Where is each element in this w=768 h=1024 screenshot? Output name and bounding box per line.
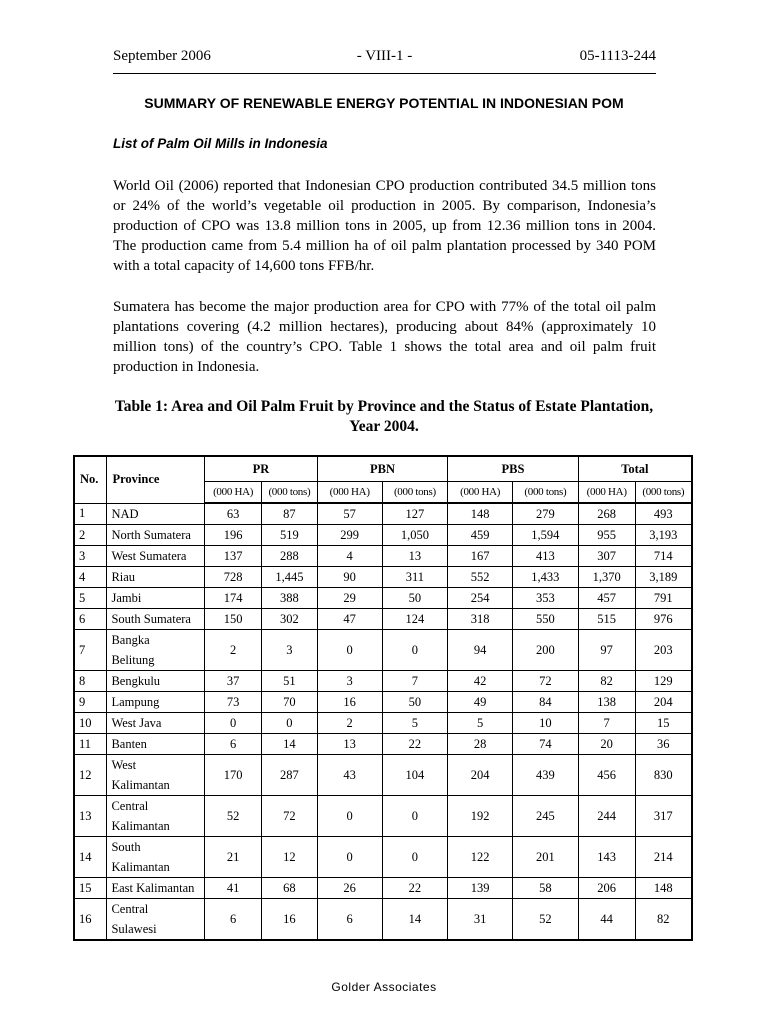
value-cell: 50 bbox=[382, 588, 448, 609]
value-cell: 7 bbox=[382, 671, 448, 692]
table-row bbox=[74, 899, 692, 941]
province-cell bbox=[107, 837, 205, 878]
value-cell: 268 bbox=[578, 503, 635, 525]
value-cell: 0 bbox=[205, 713, 262, 734]
province-cell bbox=[107, 734, 205, 755]
row-number-cell: 9 bbox=[74, 692, 107, 713]
value-cell: 87 bbox=[261, 503, 317, 525]
value-cell: 459 bbox=[448, 525, 513, 546]
province-name-line: Jambi bbox=[111, 591, 142, 605]
table-caption: Table 1: Area and Oil Palm Fruit by Province and the Status of Estate Plantation, Year 2004. bbox=[114, 398, 654, 435]
unit-header: (000 HA) bbox=[317, 482, 382, 504]
value-cell: 74 bbox=[512, 734, 578, 755]
province-name-line: Bangka bbox=[111, 633, 150, 647]
province-cell bbox=[107, 796, 205, 837]
value-cell: 1,433 bbox=[512, 567, 578, 588]
value-cell: 150 bbox=[205, 609, 262, 630]
value-cell: 50 bbox=[382, 692, 448, 713]
value-cell: 44 bbox=[578, 899, 635, 941]
value-cell: 124 bbox=[382, 609, 448, 630]
value-cell: 22 bbox=[382, 734, 448, 755]
unit-header: (000 HA) bbox=[578, 482, 635, 504]
province-name-line: North Sumatera bbox=[111, 528, 191, 542]
value-cell: 353 bbox=[512, 588, 578, 609]
unit-header: (000 tons) bbox=[512, 482, 578, 504]
table-group-header-row bbox=[74, 456, 692, 482]
value-cell: 72 bbox=[261, 796, 317, 837]
table-row bbox=[74, 692, 692, 713]
province-cell bbox=[107, 609, 205, 630]
value-cell: 22 bbox=[382, 878, 448, 899]
value-cell: 791 bbox=[635, 588, 692, 609]
province-name-line: Banten bbox=[111, 737, 147, 751]
value-cell: 20 bbox=[578, 734, 635, 755]
value-cell: 43 bbox=[317, 755, 382, 796]
value-cell: 2 bbox=[205, 630, 262, 671]
value-cell: 97 bbox=[578, 630, 635, 671]
value-cell: 5 bbox=[448, 713, 513, 734]
province-name-line: Kalimantan bbox=[111, 819, 170, 833]
unit-header: (000 tons) bbox=[261, 482, 317, 504]
province-name-line: Riau bbox=[111, 570, 136, 584]
value-cell: 515 bbox=[578, 609, 635, 630]
value-cell: 287 bbox=[261, 755, 317, 796]
value-cell: 0 bbox=[317, 796, 382, 837]
paragraph-world-oil: World Oil (2006) reported that Indonesian CPO production contributed 34.5 million tons or 24% of the world’s vegetable oil production in 2005. By comparison, Indonesia’s production of CPO was 13.8 million tons in 2005, up from 12.36 million tons in 2004. The production came from 5.4 million ha of oil palm plantation processed by 340 POM with a total capacity of 14,600 tons FFB/hr. bbox=[113, 178, 656, 274]
value-cell: 311 bbox=[382, 567, 448, 588]
value-cell: 254 bbox=[448, 588, 513, 609]
value-cell: 0 bbox=[317, 837, 382, 878]
value-cell: 37 bbox=[205, 671, 262, 692]
table-row bbox=[74, 755, 692, 796]
value-cell: 550 bbox=[512, 609, 578, 630]
group-header-pbn: PBN bbox=[317, 456, 447, 482]
header-page-number: - VIII-1 - bbox=[356, 48, 413, 64]
value-cell: 317 bbox=[635, 796, 692, 837]
value-cell: 1,594 bbox=[512, 525, 578, 546]
value-cell: 82 bbox=[578, 671, 635, 692]
province-cell bbox=[107, 671, 205, 692]
province-cell bbox=[107, 630, 205, 671]
value-cell: 16 bbox=[261, 899, 317, 941]
value-cell: 104 bbox=[382, 755, 448, 796]
value-cell: 830 bbox=[635, 755, 692, 796]
value-cell: 1,445 bbox=[261, 567, 317, 588]
value-cell: 82 bbox=[635, 899, 692, 941]
value-cell: 84 bbox=[512, 692, 578, 713]
row-number-cell: 10 bbox=[74, 713, 107, 734]
value-cell: 137 bbox=[205, 546, 262, 567]
row-number-cell: 11 bbox=[74, 734, 107, 755]
value-cell: 1,370 bbox=[578, 567, 635, 588]
value-cell: 148 bbox=[448, 503, 513, 525]
value-cell: 307 bbox=[578, 546, 635, 567]
province-cell bbox=[107, 567, 205, 588]
province-cell bbox=[107, 503, 205, 525]
value-cell: 70 bbox=[261, 692, 317, 713]
value-cell: 6 bbox=[205, 734, 262, 755]
table-row bbox=[74, 503, 692, 525]
value-cell: 388 bbox=[261, 588, 317, 609]
value-cell: 52 bbox=[512, 899, 578, 941]
row-number-cell: 1 bbox=[74, 503, 107, 525]
group-header-total: Total bbox=[578, 456, 692, 482]
value-cell: 302 bbox=[261, 609, 317, 630]
document-title: SUMMARY OF RENEWABLE ENERGY POTENTIAL IN INDONESIAN POM bbox=[144, 95, 624, 111]
value-cell: 203 bbox=[635, 630, 692, 671]
value-cell: 245 bbox=[512, 796, 578, 837]
table-row bbox=[74, 713, 692, 734]
value-cell: 279 bbox=[512, 503, 578, 525]
province-name-line: West bbox=[111, 758, 137, 772]
value-cell: 493 bbox=[635, 503, 692, 525]
value-cell: 6 bbox=[317, 899, 382, 941]
province-name-line: Sulawesi bbox=[111, 922, 157, 936]
table-body bbox=[74, 503, 692, 940]
row-number-cell: 6 bbox=[74, 609, 107, 630]
value-cell: 21 bbox=[205, 837, 262, 878]
value-cell: 13 bbox=[317, 734, 382, 755]
value-cell: 90 bbox=[317, 567, 382, 588]
province-cell bbox=[107, 713, 205, 734]
value-cell: 192 bbox=[448, 796, 513, 837]
value-cell: 457 bbox=[578, 588, 635, 609]
province-name-line: Central bbox=[111, 902, 149, 916]
province-name-line: East Kalimantan bbox=[111, 881, 195, 895]
value-cell: 127 bbox=[382, 503, 448, 525]
value-cell: 714 bbox=[635, 546, 692, 567]
value-cell: 52 bbox=[205, 796, 262, 837]
palm-oil-table bbox=[73, 455, 693, 941]
value-cell: 139 bbox=[448, 878, 513, 899]
value-cell: 0 bbox=[382, 837, 448, 878]
province-name-line: South Sumatera bbox=[111, 612, 191, 626]
value-cell: 318 bbox=[448, 609, 513, 630]
table-row bbox=[74, 734, 692, 755]
value-cell: 0 bbox=[261, 713, 317, 734]
province-cell bbox=[107, 525, 205, 546]
province-name-line: South bbox=[111, 840, 141, 854]
value-cell: 14 bbox=[261, 734, 317, 755]
province-name-line: West Java bbox=[111, 716, 162, 730]
value-cell: 1,050 bbox=[382, 525, 448, 546]
value-cell: 94 bbox=[448, 630, 513, 671]
value-cell: 204 bbox=[448, 755, 513, 796]
table-row bbox=[74, 546, 692, 567]
value-cell: 7 bbox=[578, 713, 635, 734]
value-cell: 3 bbox=[317, 671, 382, 692]
value-cell: 42 bbox=[448, 671, 513, 692]
province-name-line: Central bbox=[111, 799, 149, 813]
province-name-line: NAD bbox=[111, 506, 139, 521]
value-cell: 16 bbox=[317, 692, 382, 713]
row-number-cell: 12 bbox=[74, 755, 107, 796]
page-header bbox=[113, 48, 656, 68]
value-cell: 955 bbox=[578, 525, 635, 546]
province-cell bbox=[107, 899, 205, 941]
province-name-line: Kalimantan bbox=[111, 860, 170, 874]
value-cell: 28 bbox=[448, 734, 513, 755]
row-number-cell: 5 bbox=[74, 588, 107, 609]
province-cell bbox=[107, 692, 205, 713]
value-cell: 413 bbox=[512, 546, 578, 567]
unit-header: (000 HA) bbox=[448, 482, 513, 504]
unit-header: (000 tons) bbox=[635, 482, 692, 504]
province-name-line: West Sumatera bbox=[111, 549, 187, 563]
province-name-line: Lampung bbox=[111, 695, 160, 709]
value-cell: 73 bbox=[205, 692, 262, 713]
province-cell bbox=[107, 755, 205, 796]
value-cell: 129 bbox=[635, 671, 692, 692]
column-header-province: Province bbox=[107, 456, 205, 503]
table-row bbox=[74, 567, 692, 588]
value-cell: 728 bbox=[205, 567, 262, 588]
value-cell: 41 bbox=[205, 878, 262, 899]
value-cell: 68 bbox=[261, 878, 317, 899]
value-cell: 0 bbox=[382, 796, 448, 837]
value-cell: 10 bbox=[512, 713, 578, 734]
row-number-cell: 14 bbox=[74, 837, 107, 878]
unit-header: (000 tons) bbox=[382, 482, 448, 504]
row-number-cell: 16 bbox=[74, 899, 107, 941]
section-subtitle: List of Palm Oil Mills in Indonesia bbox=[113, 136, 328, 151]
value-cell: 204 bbox=[635, 692, 692, 713]
value-cell: 29 bbox=[317, 588, 382, 609]
value-cell: 456 bbox=[578, 755, 635, 796]
row-number-cell: 4 bbox=[74, 567, 107, 588]
page-footer: Golder Associates bbox=[331, 980, 437, 994]
value-cell: 47 bbox=[317, 609, 382, 630]
table-row bbox=[74, 878, 692, 899]
value-cell: 4 bbox=[317, 546, 382, 567]
province-name-line: Belitung bbox=[111, 653, 155, 667]
header-document-id: 05-1113-244 bbox=[579, 48, 656, 64]
value-cell: 200 bbox=[512, 630, 578, 671]
value-cell: 167 bbox=[448, 546, 513, 567]
value-cell: 3 bbox=[261, 630, 317, 671]
row-number-cell: 3 bbox=[74, 546, 107, 567]
value-cell: 72 bbox=[512, 671, 578, 692]
value-cell: 12 bbox=[261, 837, 317, 878]
group-header-pbs: PBS bbox=[448, 456, 578, 482]
value-cell: 3,193 bbox=[635, 525, 692, 546]
table-row bbox=[74, 796, 692, 837]
row-number-cell: 8 bbox=[74, 671, 107, 692]
province-name-line: Bengkulu bbox=[111, 674, 161, 688]
table-row bbox=[74, 837, 692, 878]
value-cell: 2 bbox=[317, 713, 382, 734]
value-cell: 0 bbox=[382, 630, 448, 671]
row-number-cell: 2 bbox=[74, 525, 107, 546]
value-cell: 138 bbox=[578, 692, 635, 713]
value-cell: 3,189 bbox=[635, 567, 692, 588]
value-cell: 63 bbox=[205, 503, 262, 525]
value-cell: 148 bbox=[635, 878, 692, 899]
value-cell: 31 bbox=[448, 899, 513, 941]
row-number-cell: 15 bbox=[74, 878, 107, 899]
province-cell bbox=[107, 546, 205, 567]
value-cell: 552 bbox=[448, 567, 513, 588]
value-cell: 174 bbox=[205, 588, 262, 609]
table-row bbox=[74, 671, 692, 692]
paragraph-sumatera: Sumatera has become the major production area for CPO with 77% of the total oil palm plantations covering (4.2 million hectares), producing about 84% (approximately 10 million tons) of the country’s CPO. Table 1 shows the total area and oil palm fruit production in Indonesia. bbox=[113, 299, 656, 375]
province-cell bbox=[107, 588, 205, 609]
header-rule bbox=[113, 73, 656, 74]
value-cell: 299 bbox=[317, 525, 382, 546]
column-header-no: No. bbox=[74, 456, 107, 503]
value-cell: 206 bbox=[578, 878, 635, 899]
value-cell: 439 bbox=[512, 755, 578, 796]
value-cell: 0 bbox=[317, 630, 382, 671]
value-cell: 196 bbox=[205, 525, 262, 546]
value-cell: 57 bbox=[317, 503, 382, 525]
value-cell: 15 bbox=[635, 713, 692, 734]
value-cell: 143 bbox=[578, 837, 635, 878]
value-cell: 201 bbox=[512, 837, 578, 878]
row-number-cell: 7 bbox=[74, 630, 107, 671]
header-date: September 2006 bbox=[113, 48, 211, 64]
value-cell: 26 bbox=[317, 878, 382, 899]
province-cell bbox=[107, 878, 205, 899]
province-name-line: Kalimantan bbox=[111, 778, 170, 792]
value-cell: 976 bbox=[635, 609, 692, 630]
value-cell: 14 bbox=[382, 899, 448, 941]
value-cell: 244 bbox=[578, 796, 635, 837]
table-row bbox=[74, 525, 692, 546]
row-number-cell: 13 bbox=[74, 796, 107, 837]
value-cell: 58 bbox=[512, 878, 578, 899]
value-cell: 36 bbox=[635, 734, 692, 755]
table-row bbox=[74, 588, 692, 609]
value-cell: 170 bbox=[205, 755, 262, 796]
value-cell: 122 bbox=[448, 837, 513, 878]
value-cell: 49 bbox=[448, 692, 513, 713]
value-cell: 51 bbox=[261, 671, 317, 692]
table-row bbox=[74, 609, 692, 630]
value-cell: 288 bbox=[261, 546, 317, 567]
value-cell: 13 bbox=[382, 546, 448, 567]
value-cell: 214 bbox=[635, 837, 692, 878]
unit-header: (000 HA) bbox=[205, 482, 262, 504]
value-cell: 6 bbox=[205, 899, 262, 941]
table-row bbox=[74, 630, 692, 671]
group-header-pr: PR bbox=[205, 456, 318, 482]
value-cell: 519 bbox=[261, 525, 317, 546]
value-cell: 5 bbox=[382, 713, 448, 734]
